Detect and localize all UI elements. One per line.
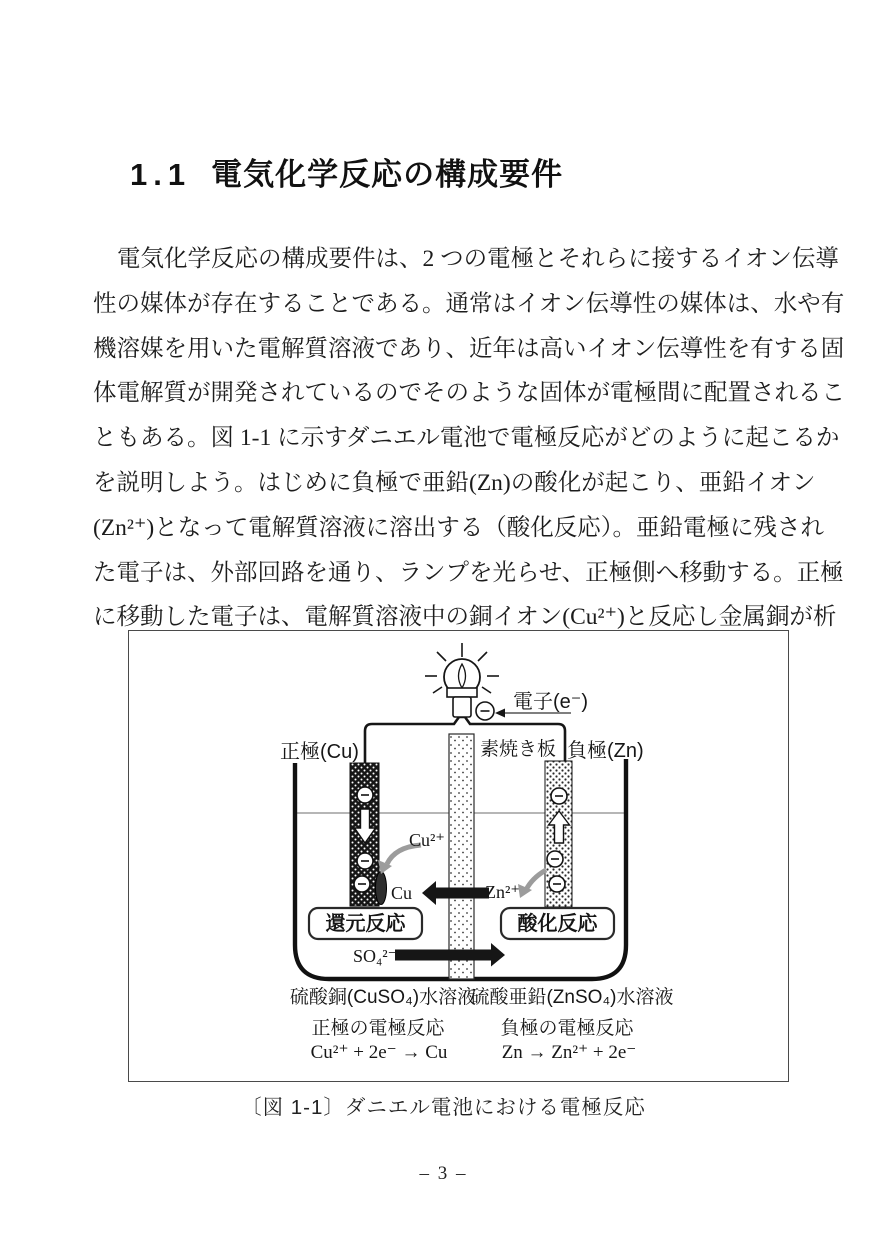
anode-reaction-equation: Zn → Zn²⁺ + 2e⁻ xyxy=(501,1042,637,1063)
copper-deposit xyxy=(376,872,387,905)
cu-metal-label: Cu xyxy=(391,883,413,903)
daniell-cell-diagram xyxy=(129,631,787,1080)
zn-ion-label: Zn²⁺ xyxy=(485,882,520,902)
figure-caption: 〔図 1-1〕ダニエル電池における電極反応 xyxy=(241,1096,646,1119)
paragraph xyxy=(93,237,845,640)
electron-symbol xyxy=(357,853,373,869)
figure-1-1 xyxy=(128,630,789,1082)
cathode-reaction-equation: Cu²⁺ + 2e⁻ → Cu xyxy=(310,1042,448,1063)
anode-reaction-title: 負極の電極反応 xyxy=(500,1018,634,1039)
cathode-reaction-title: 正極の電極反応 xyxy=(311,1018,445,1039)
porous-plate xyxy=(449,734,474,979)
cu-ion-label: Cu²⁺ xyxy=(409,830,445,850)
electron-symbol xyxy=(357,787,373,803)
section-number: 1.1 xyxy=(130,157,192,192)
electron-label: 電子(e⁻) xyxy=(513,691,588,713)
page-number: – 3 – xyxy=(419,1163,468,1184)
paragraph-line: 機溶媒を用いた電解質溶液であり、近年は高いイオン伝導性を有する固 xyxy=(93,335,845,362)
electron-symbol xyxy=(549,876,565,892)
electron-flow-arrowhead xyxy=(495,709,505,718)
left-solution-label: 硫酸銅(CuSO₄)水溶液 xyxy=(289,987,477,1008)
electron-symbol xyxy=(476,702,494,720)
electron-symbol xyxy=(547,851,563,867)
right-solution-label: 硫酸亜鉛(ZnSO₄)水溶液 xyxy=(470,987,674,1008)
paragraph-line: 電気化学反応の構成要件は、2 つの電極とそれらに接するイオン伝導 xyxy=(117,246,839,272)
paragraph-line: に移動した電子は、電解質溶液中の銅イオン(Cu²⁺)と反応し金属銅が析 xyxy=(93,604,837,631)
electron-symbol xyxy=(551,788,567,804)
paragraph-line: を説明しよう。はじめに負極で亜鉛(Zn)の酸化が起こり、亜鉛イオン xyxy=(93,469,816,496)
porous-plate-label: 素焼き板 xyxy=(480,739,557,760)
paragraph-line: (Zn²⁺)となって電解質溶液に溶出する（酸化反応）。亜鉛電極に残され xyxy=(93,514,824,541)
paragraph-line: ともある。図 1-1 に示すダニエル電池で電極反応がどのように起こるか xyxy=(93,425,840,452)
section-title: 電気化学反応の構成要件 xyxy=(211,157,564,192)
section-heading xyxy=(130,156,563,194)
electron-symbol xyxy=(354,876,370,892)
sulfate-ion-label: SO₄²⁻ xyxy=(353,946,398,966)
paragraph-line: 性の媒体が存在することである。通常はイオン伝導性の媒体は、水や有 xyxy=(93,290,845,317)
anode-label: 負極(Zn) xyxy=(567,740,644,762)
cathode-label: 正極(Cu) xyxy=(280,741,359,763)
oxidation-box-label: 酸化反応 xyxy=(517,913,598,935)
paragraph-line: 体電解質が開発されているのでそのような固体が電極間に配置されるこ xyxy=(93,380,845,407)
paragraph-line: た電子は、外部回路を通り、ランプを光らせ、正極側へ移動する。正極 xyxy=(93,559,844,586)
zn-ion-arrow xyxy=(526,870,546,890)
reduction-box-label: 還元反応 xyxy=(325,913,406,935)
